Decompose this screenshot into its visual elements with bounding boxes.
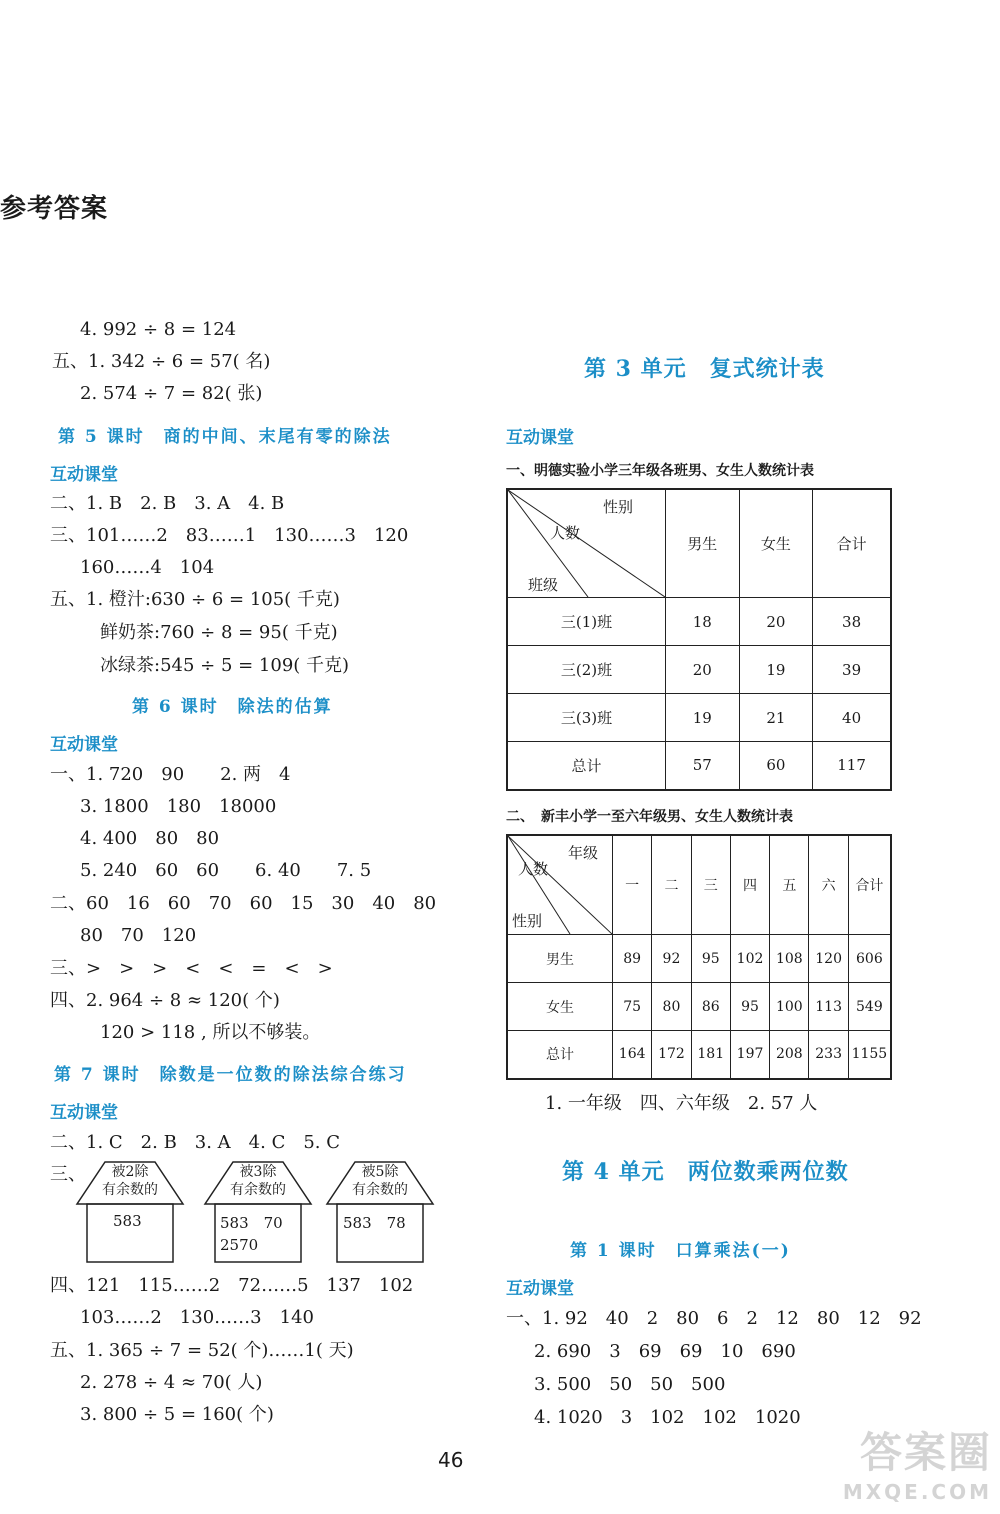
table-cell: 21 xyxy=(739,694,813,742)
table-cell: 95 xyxy=(691,935,730,983)
answer-line: 80 70 120 xyxy=(80,925,197,946)
table-row xyxy=(507,646,891,694)
table-cell: 102 xyxy=(730,935,769,983)
table-cell: 80 xyxy=(652,983,691,1031)
table-cell: 208 xyxy=(770,1031,809,1079)
table-cell: 100 xyxy=(770,983,809,1031)
answer-line: 一、1. 720 90 2. 两 4 xyxy=(50,764,291,785)
answer-line: 二、1. B 2. B 3. A 4. B xyxy=(50,493,285,514)
answer-line: 2. 690 3 69 69 10 690 xyxy=(534,1341,796,1362)
table-cell: 20 xyxy=(666,646,740,694)
table-header-cell: 二 xyxy=(652,835,691,935)
answer-line: 1. 一年级 四、六年级 2. 57 人 xyxy=(545,1093,818,1114)
answer-line: 160……4 104 xyxy=(80,557,215,578)
row-label: 总计 xyxy=(507,1031,613,1079)
answer-line: 3. 500 50 50 500 xyxy=(534,1374,726,1395)
watermark xyxy=(843,1420,992,1504)
table-cell: 75 xyxy=(613,983,652,1031)
watermark-logo-text: 答案圈 xyxy=(859,1428,992,1477)
answer-line: 一、1. 92 40 2 80 6 2 12 80 12 92 xyxy=(506,1308,922,1329)
row-label: 男生 xyxy=(507,935,613,983)
table-cell: 86 xyxy=(691,983,730,1031)
answer-line: 三、> > > < < = < > xyxy=(50,958,333,979)
table-cell: 19 xyxy=(666,694,740,742)
house-roof-label: 有余数的 xyxy=(352,1182,408,1198)
table-cell: 549 xyxy=(848,983,891,1031)
table-row xyxy=(507,1031,891,1079)
answer-line: 5. 240 60 60 6. 40 7. 5 xyxy=(80,860,372,881)
lesson-heading: 第 7 课时 除数是一位数的除法综合练习 xyxy=(54,1065,407,1085)
table-cell: 197 xyxy=(730,1031,769,1079)
house-body-text: 583 70 xyxy=(220,1214,283,1232)
table-cell: 233 xyxy=(809,1031,848,1079)
answer-line: 二、1. C 2. B 3. A 4. C 5. C xyxy=(50,1132,341,1153)
table-header-cell: 女生 xyxy=(739,489,813,598)
table-row xyxy=(507,694,891,742)
table-row xyxy=(507,935,891,983)
house-roof-label: 有余数的 xyxy=(102,1182,158,1198)
row-label: 三(1)班 xyxy=(507,598,666,646)
answer-line: 三、 xyxy=(50,1164,86,1185)
house-diagram-1 xyxy=(75,1160,185,1265)
row-label: 三(2)班 xyxy=(507,646,666,694)
table-cell: 20 xyxy=(739,598,813,646)
table-cell: 117 xyxy=(813,742,891,790)
corner-label: 性别 xyxy=(603,498,634,516)
answer-line: 4. 992 ÷ 8 = 124 xyxy=(80,319,237,340)
answer-line: 四、121 115……2 72……5 137 102 xyxy=(50,1275,414,1296)
table-header-cell: 四 xyxy=(730,835,769,935)
unit-heading: 第 4 单元 两位数乘两位数 xyxy=(562,1159,849,1185)
lesson-heading: 第 1 课时 口算乘法(一) xyxy=(570,1241,791,1261)
table-caption: 一、明德实验小学三年级各班男、女生人数统计表 xyxy=(506,463,814,479)
section-subheading: 互动课堂 xyxy=(506,1279,574,1299)
table-caption: 二、 新丰小学一至六年级男、女生人数统计表 xyxy=(506,809,793,825)
answer-line: 五、1. 342 ÷ 6 = 57( 名) xyxy=(52,351,271,372)
house-body-text: 583 xyxy=(113,1212,142,1230)
table-row xyxy=(507,742,891,790)
answer-line: 鲜奶茶:760 ÷ 8 = 95( 千克) xyxy=(100,622,338,643)
table-header-cell: 合计 xyxy=(848,835,891,935)
table-row xyxy=(507,983,891,1031)
table-cell: 108 xyxy=(770,935,809,983)
table-corner-cell xyxy=(507,835,613,935)
answer-line: 4. 1020 3 102 102 1020 xyxy=(534,1407,801,1428)
house-diagram-3 xyxy=(325,1160,435,1265)
house-body-text: 583 78 xyxy=(343,1214,406,1232)
watermark-url: MXQE.COM xyxy=(842,1480,992,1504)
table-cell: 172 xyxy=(652,1031,691,1079)
table-cell: 181 xyxy=(691,1031,730,1079)
answer-line: 3. 1800 180 18000 xyxy=(80,796,277,817)
answer-line: 冰绿茶:545 ÷ 5 = 109( 千克) xyxy=(100,655,350,676)
table-cell: 606 xyxy=(848,935,891,983)
table-header-cell: 六 xyxy=(809,835,848,935)
table-header-cell: 合计 xyxy=(813,489,891,598)
answer-line: 二、60 16 60 70 60 15 30 40 80 xyxy=(50,893,437,914)
unit-heading: 第 3 单元 复式统计表 xyxy=(584,356,825,382)
table-cell: 57 xyxy=(666,742,740,790)
table-cell: 92 xyxy=(652,935,691,983)
corner-label: 年级 xyxy=(568,844,599,862)
page-header-title: 参考答案 xyxy=(0,194,109,224)
stats-table-1 xyxy=(506,488,892,791)
answer-line: 2. 278 ÷ 4 ≈ 70( 人) xyxy=(80,1372,263,1393)
table-cell: 19 xyxy=(739,646,813,694)
table-cell: 113 xyxy=(809,983,848,1031)
answer-line: 3. 800 ÷ 5 = 160( 个) xyxy=(80,1404,274,1425)
corner-label: 人数 xyxy=(550,524,581,542)
table-cell: 40 xyxy=(813,694,891,742)
table-cell: 38 xyxy=(813,598,891,646)
answer-line: 4. 400 80 80 xyxy=(80,828,220,849)
lesson-heading: 第 6 课时 除法的估算 xyxy=(132,697,333,717)
table-cell: 89 xyxy=(613,935,652,983)
table-header-cell: 一 xyxy=(613,835,652,935)
page-number: 46 xyxy=(438,1448,464,1472)
lesson-heading: 第 5 课时 商的中间、末尾有零的除法 xyxy=(58,427,392,447)
table-row xyxy=(507,598,891,646)
table-cell: 164 xyxy=(613,1031,652,1079)
corner-label: 班级 xyxy=(528,576,559,594)
table-cell: 120 xyxy=(809,935,848,983)
table-header-cell: 三 xyxy=(691,835,730,935)
table-header-cell: 五 xyxy=(770,835,809,935)
house-roof-label: 被5除 xyxy=(361,1164,399,1180)
house-body-text: 2570 xyxy=(220,1236,259,1254)
section-subheading: 互动课堂 xyxy=(50,735,118,755)
table-cell: 18 xyxy=(666,598,740,646)
answer-line: 五、1. 365 ÷ 7 = 52( 个)……1( 天) xyxy=(50,1340,354,1361)
section-subheading: 互动课堂 xyxy=(50,465,118,485)
row-label: 总计 xyxy=(507,742,666,790)
answer-line: 2. 574 ÷ 7 = 82( 张) xyxy=(80,383,263,404)
table-corner-cell xyxy=(507,489,666,598)
section-subheading: 互动课堂 xyxy=(506,428,574,448)
table-cell: 1155 xyxy=(848,1031,891,1079)
house-roof-label: 被3除 xyxy=(239,1164,277,1180)
table-cell: 60 xyxy=(739,742,813,790)
corner-label: 人数 xyxy=(518,860,549,878)
table-cell: 95 xyxy=(730,983,769,1031)
answer-line: 四、2. 964 ÷ 8 ≈ 120( 个) xyxy=(50,990,280,1011)
house-roof-label: 有余数的 xyxy=(230,1182,286,1198)
row-label: 女生 xyxy=(507,983,613,1031)
answer-line: 120 > 118 , 所以不够装。 xyxy=(100,1022,321,1043)
table-cell: 39 xyxy=(813,646,891,694)
section-subheading: 互动课堂 xyxy=(50,1103,118,1123)
house-roof-label: 被2除 xyxy=(111,1164,149,1180)
stats-table-2 xyxy=(506,834,892,1080)
table-header-cell: 男生 xyxy=(666,489,740,598)
answer-line: 五、1. 橙汁:630 ÷ 6 = 105( 千克) xyxy=(50,589,340,610)
corner-label: 性别 xyxy=(512,912,543,930)
answer-line: 三、101……2 83……1 130……3 120 xyxy=(50,525,409,546)
house-diagram-2 xyxy=(203,1160,313,1265)
row-label: 三(3)班 xyxy=(507,694,666,742)
answer-line: 103……2 130……3 140 xyxy=(80,1307,314,1328)
